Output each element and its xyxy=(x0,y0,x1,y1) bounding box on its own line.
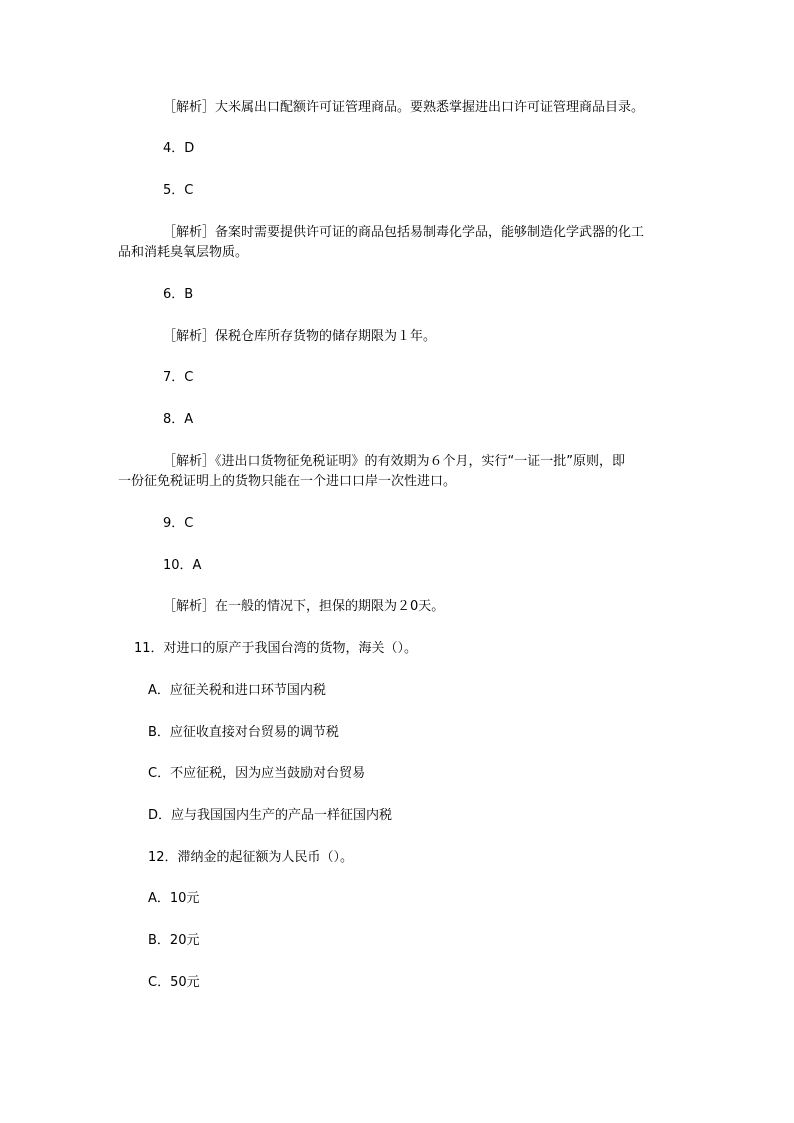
answer-10: 10．A xyxy=(163,558,202,573)
question-11: 11．对进口的原产于我国台湾的货物，海关（）。 xyxy=(134,641,418,656)
analysis-paragraph-6: ［解析］保税仓库所存货物的储存期限为１年。 xyxy=(163,329,437,344)
analysis-paragraph-8-line-1: ［解析］《进出口货物征免税证明》的有效期为６个月，实行“一证一批”原则，即 xyxy=(163,454,625,469)
analysis-paragraph-5-line-2: 品和消耗臭氧层物质。 xyxy=(118,245,249,260)
analysis-paragraph-8-line-2: 一份征免税证明上的货物只能在一个进口口岸一次性进口。 xyxy=(118,474,457,489)
analysis-paragraph-5-line-1: ［解析］备案时需要提供许可证的商品包括易制毒化学品，能够制造化学武器的化工 xyxy=(163,225,645,240)
question-12-option-a: A．10元 xyxy=(148,891,200,906)
question-11-option-d: D．应与我国国内生产的产品一样征国内税 xyxy=(148,808,393,823)
answer-8: 8．A xyxy=(163,412,194,427)
answer-6: 6．B xyxy=(163,287,194,302)
question-12: 12．滞纳金的起征额为人民币（）。 xyxy=(148,850,354,865)
answer-9: 9．C xyxy=(163,516,194,531)
question-11-option-a: A．应征关税和进口环节国内税 xyxy=(148,683,326,698)
answer-4: 4．D xyxy=(163,141,195,156)
question-12-option-c: C．50元 xyxy=(148,975,200,990)
question-11-option-b: B．应征收直接对台贸易的调节税 xyxy=(148,725,339,740)
question-11-option-c: C．不应征税，因为应当鼓励对台贸易 xyxy=(148,766,366,781)
answer-5: 5．C xyxy=(163,183,194,198)
answer-7: 7．C xyxy=(163,370,194,385)
analysis-paragraph-3: ［解析］大米属出口配额许可证管理商品。要熟悉掌握进出口许可证管理商品目录。 xyxy=(163,100,645,115)
analysis-paragraph-10: ［解析］在一般的情况下，担保的期限为２0天。 xyxy=(163,599,445,614)
question-12-option-b: B．20元 xyxy=(148,933,200,948)
